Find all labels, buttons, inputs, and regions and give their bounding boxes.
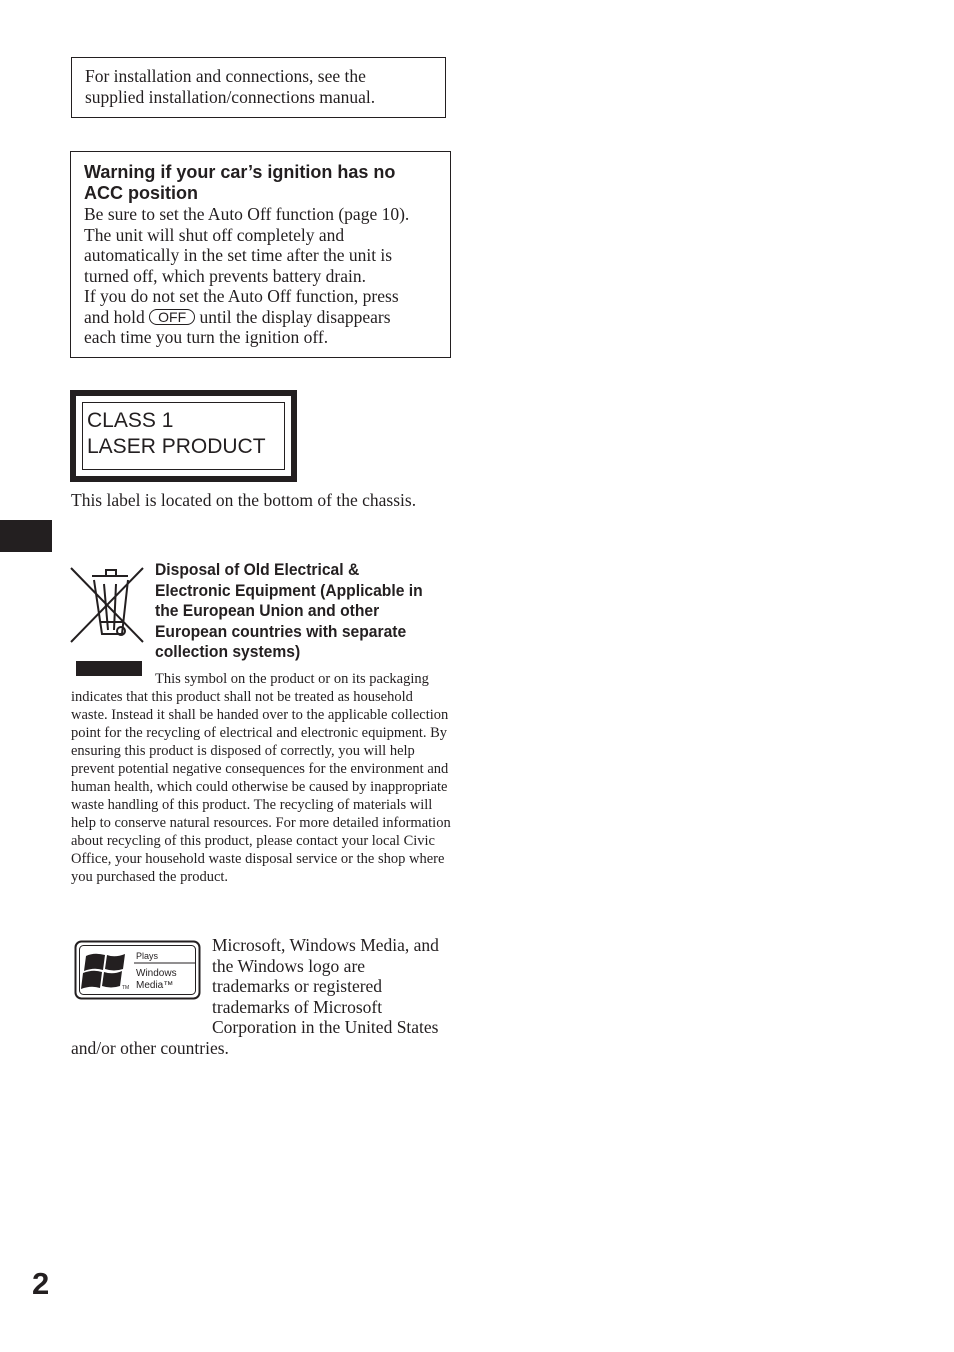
installation-note-box [71, 57, 446, 118]
logo-windows-text: Windows [136, 968, 177, 979]
laser-class-text: CLASS 1 [87, 409, 174, 432]
laser-label-location-note: This label is located on the bottom of the chassis. [71, 490, 417, 510]
laser-product-text: LASER PRODUCT [87, 435, 266, 458]
logo-tm-text: TM [122, 985, 130, 991]
disposal-paragraph: This symbol on the product or on its packaging indicates that this product shall not be treated as household waste. Instead it shall be handed over to the applicable collection point for the recycling of electrical and electronic equipment. By ensuring this product is disposed of correctly, you will help prevent potential negative consequences for the environment and human health, which could otherwise be caused by inappropriate waste handling of this product. The recycling of materials will help to conserve natural resources. For more detailed information about recycling of this product, please contact your local Civic Office, your household waste disposal service or the shop where you purchased the product. [71, 671, 451, 885]
warning-hold-after: until the display disappears [195, 306, 391, 327]
warning-hold-line [84, 307, 450, 328]
installation-note-line-1: For installation and connections, see the [85, 66, 366, 86]
logo-media-text: Media™ [136, 980, 174, 991]
warning-body-line-3: automatically in the set time after the unit is [84, 245, 393, 265]
section-thumb-tab [0, 520, 52, 552]
warning-hold-before: and hold [84, 306, 150, 327]
warning-body-line-5: If you do not set the Auto Off function, press [84, 286, 399, 306]
ignition-warning-box [70, 151, 451, 358]
warning-heading-line-1: Warning if your car’s ignition has no [84, 162, 396, 182]
off-key-label: OFF [149, 309, 195, 325]
installation-note-line-2: supplied installation/connections manual. [85, 87, 376, 107]
page-number: 2 [32, 1266, 50, 1301]
logo-text-wrap-spacer [71, 935, 212, 1019]
warning-body-line-1: Be sure to set the Auto Off function (page 10). [84, 204, 410, 224]
warning-body-line-4: turned off, which prevents battery drain. [84, 265, 367, 286]
trademark-notice [71, 935, 441, 1058]
laser-product-label [70, 390, 297, 482]
crossed-out-wheelie-bin-icon [70, 564, 146, 680]
logo-plays-text: Plays [136, 951, 159, 961]
laser-label-text [87, 408, 266, 460]
warning-body-line-2: The unit will shut off completely and [84, 224, 345, 245]
trademark-text: Microsoft, Windows Media, and the Windows logo are trademarks or registered trademarks of Microsoft Corporation in the United States and/or other countries. [71, 935, 439, 1058]
warning-last-line: each time you turn the ignition off. [84, 327, 329, 347]
warning-heading-line-2: ACC position [84, 183, 198, 203]
disposal-heading: Disposal of Old Electrical & Electronic Equipment (Applicable in the European Union and other European countries with separate collection systems) [155, 560, 423, 662]
